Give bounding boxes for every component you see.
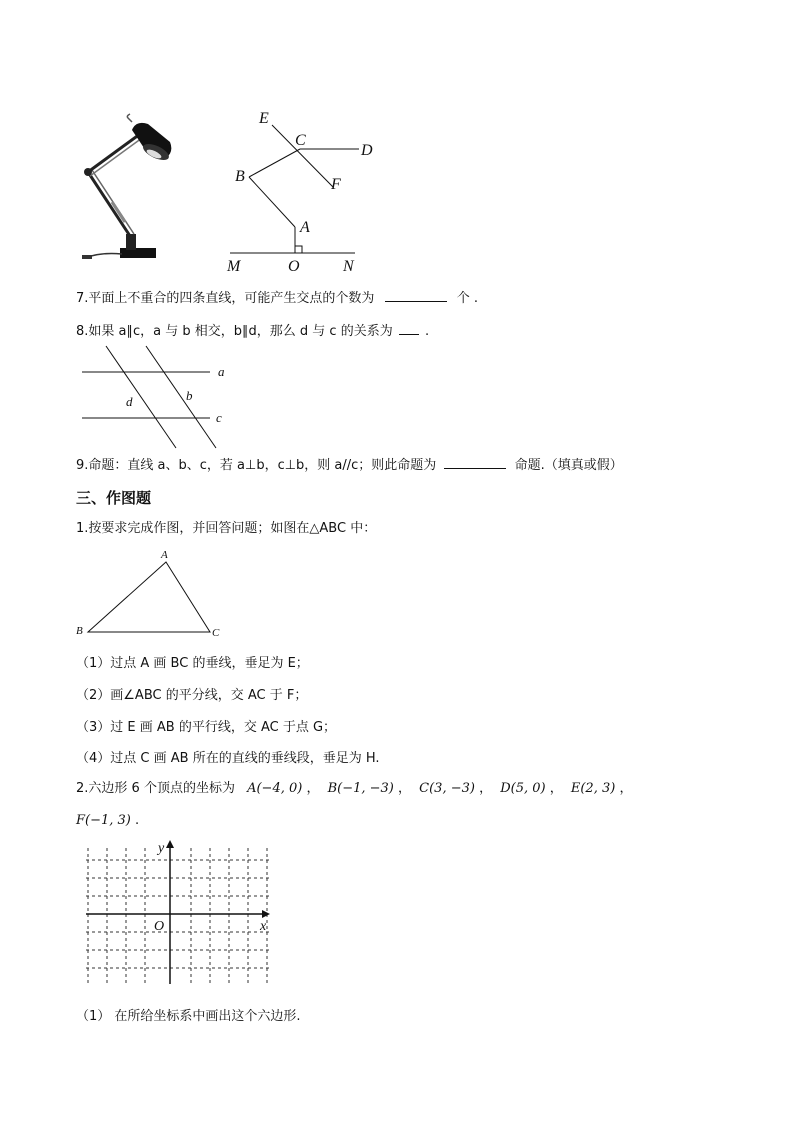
grid-label-O: O: [154, 919, 165, 934]
label-D: D: [361, 142, 373, 159]
question-9: [76, 456, 623, 475]
problem-2-item-1: （1） 在所给坐标系中画出这个六边形.: [76, 1009, 301, 1024]
question-7-suffix: 个 .: [456, 291, 478, 306]
label-C: C: [295, 132, 306, 149]
answer-blank-q9[interactable]: [444, 456, 506, 469]
triangle-abc-diagram: [72, 546, 232, 642]
coord-F: F(−1, 3): [76, 813, 131, 828]
label-A: A: [300, 219, 310, 236]
lamp-geometry-diagram: [225, 105, 385, 277]
label-A: A: [161, 549, 168, 561]
label-F: F: [331, 176, 341, 193]
coord-E: E(2, 3): [570, 781, 616, 796]
label-E: E: [259, 110, 269, 127]
desk-lamp-image: [70, 112, 190, 264]
coord-A: A(−4, 0): [247, 781, 303, 796]
problem-1-item-2: （2）画∠ABC 的平分线，交 AC 于 F；: [76, 688, 308, 703]
question-8: [76, 322, 429, 341]
problem-1-item-4: （4）过点 C 画 AB 所在的直线的垂线段，垂足为 H.: [76, 751, 380, 766]
question-9-suffix: 命题.（填真或假）: [514, 458, 623, 473]
question-9-text: 9.命题：直线 a、b、c，若 a⊥b，c⊥b，则 a//c；则此命题为: [76, 458, 437, 473]
coord-D: D(5, 0): [500, 781, 546, 796]
problem-1-item-1: （1）过点 A 画 BC 的垂线，垂足为 E；: [76, 656, 309, 671]
answer-blank-q8[interactable]: [399, 322, 419, 335]
problem-1-item-3: （3）过 E 画 AB 的平行线，交 AC 于点 G；: [76, 720, 337, 735]
label-d: d: [126, 394, 133, 409]
coord-C: C(3, −3): [419, 781, 475, 796]
problem-2-intro: 2.六边形 6 个顶点的坐标为 A(−4, 0) ， B(−1, −3) ， C(3, −3) ， D(5, 0) ， E(2, 3) ，: [76, 781, 633, 796]
question-8-suffix: .: [424, 324, 430, 339]
coord-B: B(−1, −3): [327, 781, 394, 796]
problem-2-intro-cont: F(−1, 3) .: [76, 813, 140, 828]
label-b: b: [186, 388, 193, 403]
problem-1-intro: 1.按要求完成作图，并回答问题；如图在△ABC 中：: [76, 521, 377, 536]
problem-2-text: 2.六边形 6 个顶点的坐标为: [76, 781, 235, 796]
label-c: c: [216, 410, 222, 425]
grid-label-y: y: [158, 841, 165, 856]
coordinate-grid: [80, 838, 280, 988]
label-B: B: [235, 168, 245, 185]
question-7-text: 7.平面上不重合的四条直线，可能产生交点的个数为: [76, 291, 375, 306]
label-M: M: [227, 258, 241, 275]
section-3-heading: 三、作图题: [76, 489, 152, 507]
label-O: O: [288, 258, 300, 275]
question-8-text: 8.如果 a∥c，a 与 b 相交，b∥d，那么 d 与 c 的关系为: [76, 324, 393, 339]
label-B: B: [76, 625, 83, 637]
label-C: C: [212, 627, 220, 639]
parallel-lines-diagram: [78, 340, 238, 452]
label-a: a: [218, 364, 225, 379]
question-7: [76, 289, 478, 308]
answer-blank-q7[interactable]: [385, 289, 447, 302]
grid-label-x: x: [260, 919, 267, 934]
label-N: N: [343, 258, 354, 275]
